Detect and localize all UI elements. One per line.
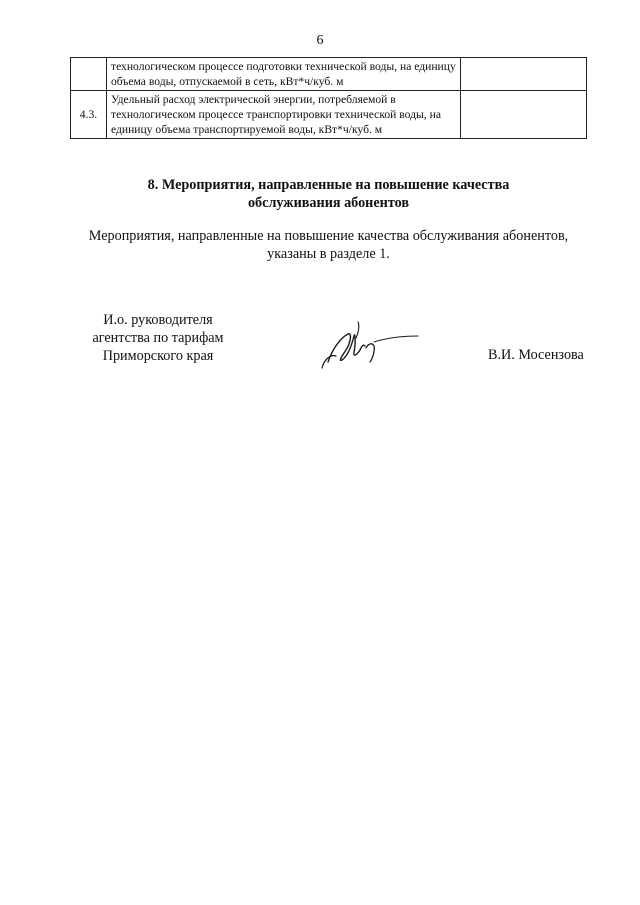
signatory-position bbox=[78, 311, 238, 365]
indicators-table bbox=[70, 57, 587, 139]
page-number: 6 bbox=[316, 33, 324, 48]
section-title-line: обслуживания абонентов bbox=[247, 195, 410, 211]
section-body bbox=[62, 227, 595, 263]
position-line: Приморского края bbox=[102, 348, 214, 364]
section-title bbox=[70, 176, 587, 212]
row-number bbox=[71, 58, 107, 91]
position-line: агентства по тарифам bbox=[92, 330, 224, 346]
section-body-line: Мероприятия, направленные на повышение качества обслуживания абонентов, bbox=[88, 228, 569, 244]
row-value bbox=[461, 58, 587, 91]
position-line: И.о. руководителя bbox=[103, 312, 213, 328]
signatory-name: В.И. Мосензова bbox=[488, 347, 584, 363]
row-description: технологическом процессе подготовки технической воды, на единицу объема воды, отпускаемой в сеть, кВт*ч/куб. м bbox=[107, 58, 461, 91]
section-body-line: указаны в разделе 1. bbox=[267, 246, 390, 262]
section-title-line: 8. Мероприятия, направленные на повышение качества bbox=[147, 177, 510, 193]
handwritten-signature bbox=[318, 316, 422, 374]
row-description: Удельный расход электрической энергии, потребляемой в технологическом процессе транспортировки технической воды, на единицу объема транспортируемой воды, кВт*ч/куб. м bbox=[107, 91, 461, 139]
row-number: 4.3. bbox=[71, 91, 107, 139]
row-value bbox=[461, 91, 587, 139]
table-row bbox=[71, 91, 587, 139]
table-row bbox=[71, 58, 587, 91]
